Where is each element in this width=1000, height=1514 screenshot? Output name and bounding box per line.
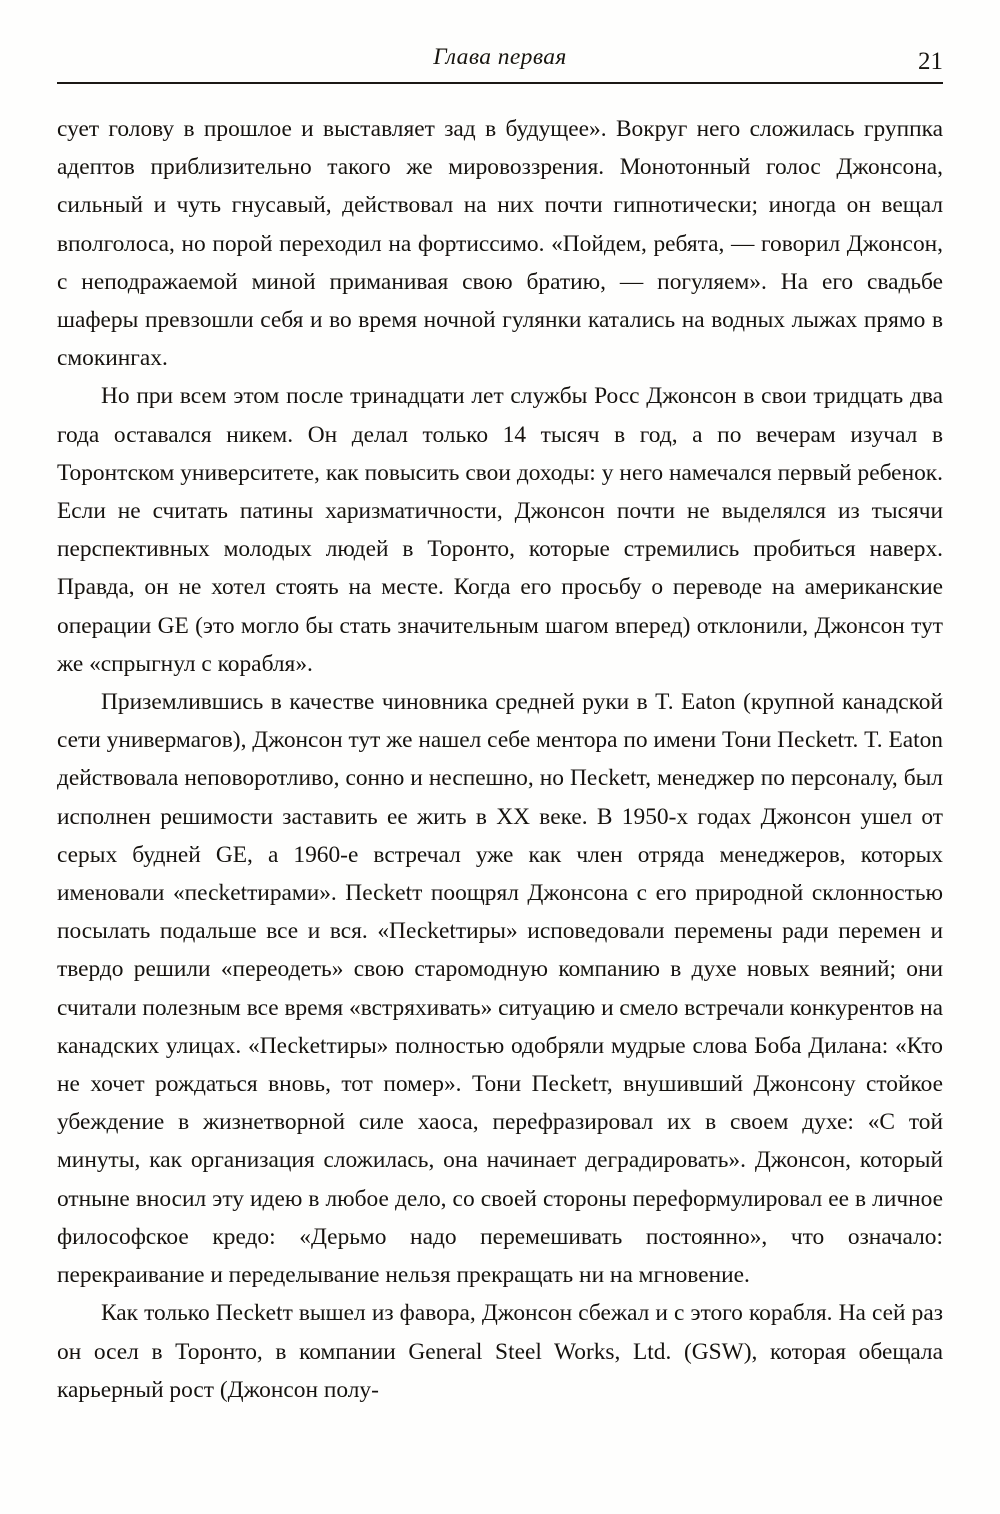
- body-text: [57, 110, 943, 1409]
- paragraph: Приземлившись в качестве чиновника средней руки в T. Eaton (крупной канадской сети универмагов), Джонсон тут же нашел себе ментора по имени Тони Песketт. T. Eaton действовала неповоротливо, сонно и неспешно, но Песketт, менеджер по персоналу, был исполнен решимости заставить ее жить в XX веке. В 1950-х годах Джонсон ушел от серых будней GE, а 1960-е встречал уже как член отряда менеджеров, которых именовали «песketтирами». Песketт поощрял Джонсона с его природной склонностью посылать подальше все и вся. «Песketтиры» исповедовали перемены ради перемен и твердо решили «переодеть» свою старомодную компанию в духе новых веяний; они считали полезным все время «встряхивать» ситуацию и смело встречали конкурентов на канадских улицах. «Песketтиры» полностью одобряли мудрые слова Боба Дилана: «Кто не хочет рождаться вновь, тот помер». Тони Песketт, внушивший Джонсону стойкое убеждение в жизнетворной силе хаоса, перефразировал их в своем духе: «С той минуты, как организация сложилась, она начинает деградировать». Джонсон, который отныне вносил эту идею в любое дело, со своей стороны переформулировал ее в личное философское кредо: «Дерьмо надо перемешивать постоянно», что означало: перекраивание и переделывание нельзя прекращать ни на мгновение.: [57, 689, 944, 1289]
- paragraph: Как только Песketт вышел из фавора, Джонсон сбежал и с этого корабля. На сей раз он осел в Торонто, в компании General Steel Works, Ltd. (GSW), которая обещала карьерный рост (Джонсон полу-: [57, 1300, 943, 1403]
- page-content: [57, 44, 943, 1409]
- paragraph: сует голову в прошлое и выставляет зад в будущее». Вокруг него сложилась группка адептов приблизительно такого же мировоззрения. Монотонный голос Джонсона, сильный и чуть гнусавый, действовал на них почти гипнотически; иногда он вещал вполголоса, но порой переходил на фортиссимо. «Пойдем, ребята, — говорил Джонсон, с неподражаемой миной приманивая свою братию, — погуляем». На его свадьбе шаферы превзошли себя и во время ночной гулянки катались на водных лыжах прямо в смокингах.: [57, 116, 943, 372]
- chapter-title: Глава первая: [433, 44, 567, 70]
- paragraph: Но при всем этом после тринадцати лет службы Росс Джонсон в свои тридцать два года оставался никем. Он делал только 14 тысяч в год, а по вечерам изучал в Торонтском университете, как повысить свои доходы: у него намечался первый ребенок. Если не считать патины харизматичности, Джонсон почти не выделялся из тысячи перспективных молодых людей в Торонто, которые стремились пробиться наверх. Правда, он не хотел стоять на месте. Когда его просьбу о переводе на американские операции GE (это могло бы стать значительным шагом вперед) отклонили, Джонсон тут же «спрыгнул с корабля».: [57, 383, 943, 677]
- page-number: 21: [918, 48, 943, 75]
- header-divider: [57, 82, 943, 84]
- running-head: [57, 44, 943, 78]
